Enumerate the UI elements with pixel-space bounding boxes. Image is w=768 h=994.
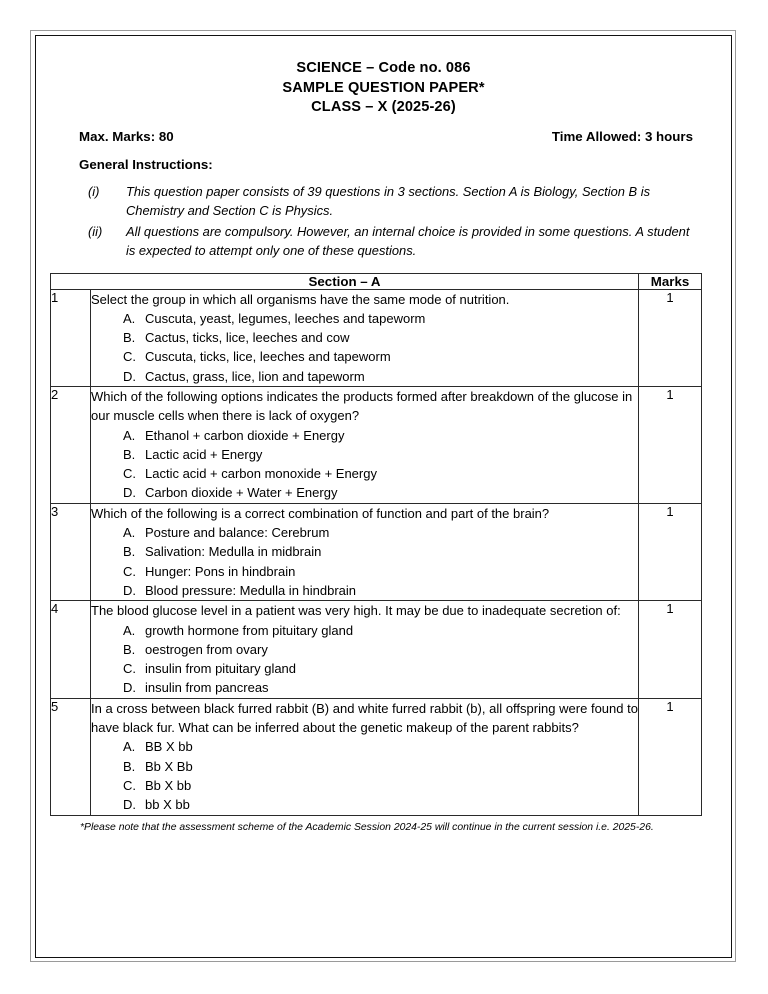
- option-item[interactable]: [123, 523, 638, 542]
- option-label: C.: [123, 777, 136, 793]
- question-number: 2: [51, 386, 91, 503]
- instruction-text: All questions are compulsory. However, an internal choice is provided in some questions. A student is expected to attempt only one of these questions.: [126, 223, 690, 258]
- option-label: D.: [123, 582, 136, 598]
- option-text: Ethanol + carbon dioxide + Energy: [145, 427, 345, 443]
- option-list: [91, 523, 638, 600]
- exam-meta-row: [50, 129, 717, 144]
- question-stem: In a cross between black furred rabbit (B) and white furred rabbit (b), all offspring were found to have black fur. What can be inferred about the genetic makeup of the parent rabbits?: [91, 700, 639, 736]
- instruction-text: This question paper consists of 39 questions in 3 sections. Section A is Biology, Section B is Chemistry and Section C is Physics.: [126, 183, 651, 218]
- option-item[interactable]: [123, 581, 638, 600]
- option-item[interactable]: [123, 776, 638, 795]
- option-text: Blood pressure: Medulla in hindbrain: [145, 582, 357, 598]
- table-row: [51, 289, 702, 386]
- option-text: insulin from pituitary gland: [145, 661, 297, 677]
- question-number: 4: [51, 601, 91, 698]
- table-row: [51, 601, 702, 698]
- option-text: Hunger: Pons in hindbrain: [145, 563, 296, 579]
- option-label: B.: [123, 446, 136, 462]
- option-item[interactable]: [123, 659, 638, 678]
- title-line-paper-type: SAMPLE QUESTION PAPER*: [282, 79, 485, 96]
- question-rows: [51, 289, 702, 815]
- option-label: B.: [123, 641, 136, 657]
- question-number: 5: [51, 698, 91, 815]
- question-body: [91, 386, 639, 503]
- option-item[interactable]: [123, 621, 638, 640]
- question-marks: 1: [639, 386, 702, 503]
- option-text: Cuscuta, yeast, legumes, leeches and tapeworm: [145, 310, 426, 326]
- option-text: Posture and balance: Cerebrum: [145, 525, 330, 541]
- option-item[interactable]: [123, 445, 638, 464]
- assessment-scheme-footnote: *Please note that the assessment scheme of the Academic Session 2024-25 will continue in the current session i.e. 2025-26.: [80, 821, 654, 833]
- option-item[interactable]: [123, 678, 638, 697]
- question-body: [91, 289, 639, 386]
- option-label: B.: [123, 330, 136, 346]
- general-instructions-heading: General Instructions:: [79, 156, 213, 172]
- option-item[interactable]: [123, 640, 638, 659]
- option-text: Salivation: Medulla in midbrain: [145, 544, 322, 560]
- table-header-row: [51, 273, 702, 289]
- option-text: Bb X Bb: [145, 758, 193, 774]
- option-item[interactable]: [123, 347, 638, 366]
- question-marks: 1: [639, 289, 702, 386]
- option-label: A.: [123, 310, 136, 326]
- question-marks: 1: [639, 503, 702, 600]
- question-stem: Which of the following is a correct combination of function and part of the brain?: [91, 505, 550, 521]
- title-line-class-session: CLASS – X (2025-26): [311, 99, 456, 115]
- option-label: C.: [123, 349, 136, 365]
- option-label: A.: [123, 427, 136, 443]
- option-list: [91, 309, 638, 386]
- question-body: [91, 601, 639, 698]
- option-text: Carbon dioxide + Water + Energy: [145, 485, 338, 501]
- question-number: 3: [51, 503, 91, 600]
- option-list: [91, 426, 638, 503]
- option-list: [91, 621, 638, 698]
- option-label: D.: [123, 680, 136, 696]
- option-label: D.: [123, 485, 136, 501]
- option-label: A.: [123, 622, 136, 638]
- instruction-number: (ii): [88, 223, 103, 239]
- option-text: Cactus, grass, lice, lion and tapeworm: [145, 368, 365, 384]
- instruction-number: (i): [88, 183, 100, 199]
- page-content-area: [35, 35, 732, 958]
- title-line-subject: SCIENCE – Code no. 086: [296, 60, 471, 76]
- question-body: [91, 698, 639, 815]
- page-title: [50, 59, 717, 118]
- option-label: D.: [123, 797, 136, 813]
- option-label: A.: [123, 525, 136, 541]
- table-row: [51, 698, 702, 815]
- instruction-item: [88, 222, 691, 261]
- question-marks: 1: [639, 601, 702, 698]
- option-label: A.: [123, 739, 136, 755]
- marks-header-cell: Marks: [639, 273, 702, 289]
- question-marks: 1: [639, 698, 702, 815]
- time-allowed-label: Time Allowed: 3 hours: [551, 128, 693, 144]
- option-text: Cactus, ticks, lice, leeches and cow: [145, 330, 350, 346]
- option-list: [91, 737, 638, 814]
- option-text: oestrogen from ovary: [145, 641, 268, 657]
- option-label: D.: [123, 368, 136, 384]
- option-text: BB X bb: [145, 739, 193, 755]
- option-item[interactable]: [123, 562, 638, 581]
- option-item[interactable]: [123, 328, 638, 347]
- option-text: Lactic acid + Energy: [145, 446, 263, 462]
- question-stem: Which of the following options indicates the products formed after breakdown of the glucose in our muscle cells when there is lack of oxygen?: [91, 388, 633, 424]
- option-item[interactable]: [123, 757, 638, 776]
- option-item[interactable]: [123, 309, 638, 328]
- question-stem: Select the group in which all organisms have the same mode of nutrition.: [91, 291, 510, 307]
- option-label: C.: [123, 466, 136, 482]
- section-header-cell: Section – A: [51, 273, 639, 289]
- option-item[interactable]: [123, 542, 638, 561]
- option-text: insulin from pancreas: [145, 680, 269, 696]
- option-label: B.: [123, 758, 136, 774]
- option-item[interactable]: [123, 737, 638, 756]
- max-marks-label: Max. Marks: 80: [79, 128, 174, 144]
- option-label: C.: [123, 563, 136, 579]
- general-instructions-list: [50, 182, 717, 261]
- section-a-question-table: [50, 273, 702, 816]
- option-text: Lactic acid + carbon monoxide + Energy: [145, 466, 377, 482]
- option-text: Cuscuta, ticks, lice, leeches and tapeworm: [145, 349, 391, 365]
- option-item[interactable]: [123, 426, 638, 445]
- question-body: [91, 503, 639, 600]
- instruction-item: [88, 182, 691, 221]
- option-item[interactable]: [123, 464, 638, 483]
- option-item[interactable]: [123, 483, 638, 502]
- table-row: [51, 503, 702, 600]
- option-label: C.: [123, 661, 136, 677]
- question-stem: The blood glucose level in a patient was very high. It may be due to inadequate secretion of:: [91, 603, 621, 619]
- question-number: 1: [51, 289, 91, 386]
- page-outer-border: [30, 30, 736, 962]
- option-item[interactable]: [123, 367, 638, 386]
- option-text: Bb X bb: [145, 777, 192, 793]
- option-text: bb X bb: [145, 797, 190, 813]
- table-row: [51, 386, 702, 503]
- option-text: growth hormone from pituitary gland: [145, 622, 354, 638]
- option-label: B.: [123, 544, 136, 560]
- option-item[interactable]: [123, 795, 638, 814]
